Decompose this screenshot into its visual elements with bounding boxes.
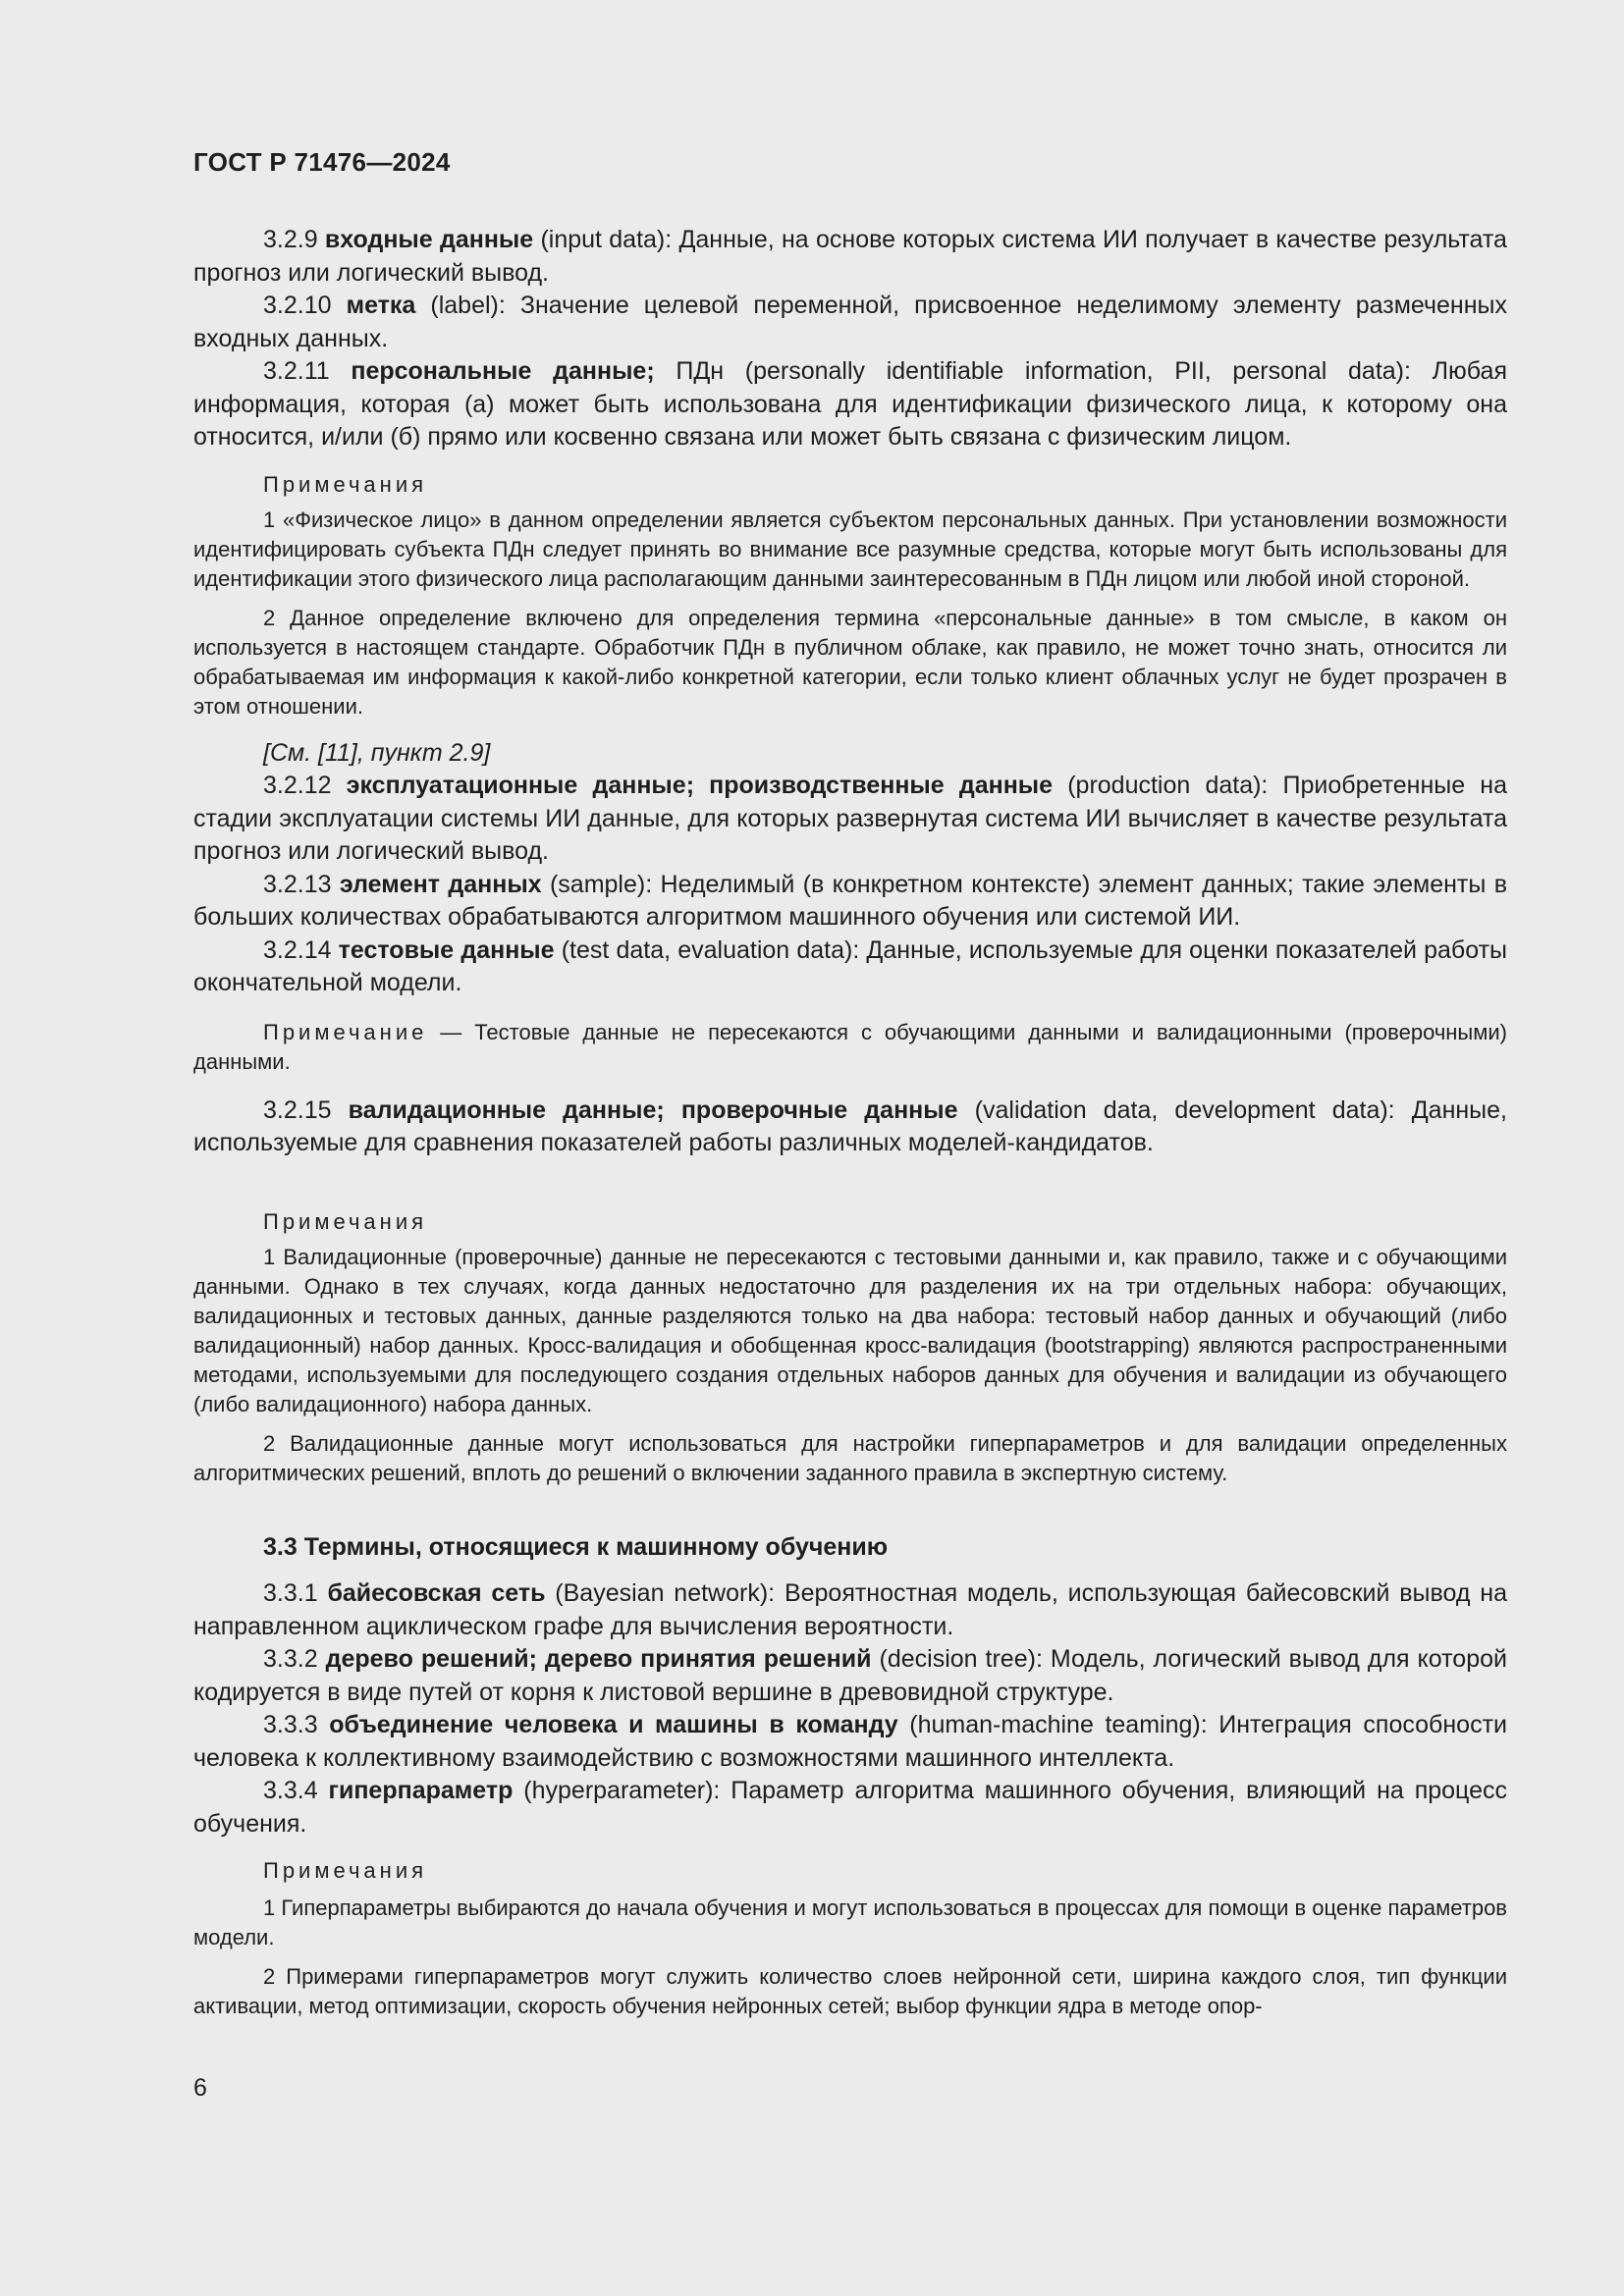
term-definition: (human-machine teaming): Интеграция способности человека к коллективному взаимодействию с возможностями машинного интеллекта. — [193, 1711, 1507, 1772]
page-number: 6 — [193, 2074, 207, 2102]
term-entry — [193, 934, 1507, 1000]
term-name: тестовые данные — [338, 935, 555, 964]
term-definition: (production data): Приобретенные на стадии эксплуатации системы ИИ данные, для которых развернутая система ИИ вычисляет в качестве результата прогноз или логический вывод. — [193, 772, 1507, 865]
term-definition: (validation data, development data): Данные, используемые для сравнения показателей работы различных моделей-кандидатов. — [193, 1095, 1508, 1156]
term-name: дерево решений; дерево принятия решений — [325, 1645, 872, 1673]
notes-title: Примечания — [263, 1858, 428, 1883]
term-number: 3.2.12 — [263, 772, 347, 799]
term-number: 3.2.15 — [263, 1095, 349, 1124]
section-heading: 3.3 Термины, относящиеся к машинному обучению — [263, 1532, 889, 1561]
term-entry — [193, 770, 1507, 869]
term-name: байесовская сеть — [327, 1579, 546, 1607]
term-entry — [193, 1095, 1507, 1160]
term-name: персональные данные; — [351, 357, 655, 385]
note-text: 1 Валидационные (проверочные) данные не пересекаются с тестовыми данными и, как правило, также и с обучающими данными. Однако в тех случаях, когда данных недостаточно для разделения их на три отдельных набора: обучающих, валидационных и тестовых данных, данные разделяются только на два набора: тестовый набор данных и обучающий (либо валидационный) набор данных. Кросс-валидация и обобщенная кросс-валидация (bootstrapping) являются распространенными методами, используемыми для последующего создания отдельных наборов данных для обучения и валидации из обучающего (либо валидационного) набора данных. — [193, 1244, 1507, 1416]
term-number: 3.2.14 — [263, 935, 339, 964]
term-name: эксплуатационные данные; производственные данные — [346, 772, 1054, 799]
term-entry — [193, 1709, 1507, 1775]
notes-title: Примечания — [263, 471, 428, 497]
term-number: 3.2.11 — [263, 357, 352, 385]
term-definition: (test data, evaluation data): Данные, используемые для оценки показателей работы окончательной модели. — [193, 935, 1508, 996]
term-name: объединение человека и машины в команду — [329, 1711, 898, 1738]
note-label: Примечание — [263, 1019, 428, 1044]
term-definition: (Bayesian network): Вероятностная модель, использующая байесовский вывод на направленном ациклическом графе для вычисления вероятности. — [193, 1579, 1507, 1640]
term-definition: (label): Значение целевой переменной, присвоенное неделимому элементу размеченных входных данных. — [193, 292, 1507, 352]
term-entry — [193, 869, 1507, 934]
term-number: 3.2.9 — [263, 226, 325, 253]
term-definition: (sample): Неделимый (в конкретном контексте) элемент данных; такие элементы в больших количествах обрабатываются алгоритмом машинного обучения или системой ИИ. — [193, 870, 1508, 931]
term-definition: ПДн (personally identifiable information, PII, personal data): Любая информация, которая (а) может быть использована для идентификации физического лица, к которому она относится, и/или (б) прямо или косвенно связана или может быть связана с физическим лицом. — [193, 357, 1507, 451]
notes-title: Примечания — [263, 1208, 428, 1234]
page-content — [193, 224, 1507, 2021]
note-text: 2 Примерами гиперпараметров могут служить количество слоев нейронной сети, ширина каждого слоя, тип функции активации, метод оптимизации, скорость обучения нейронных сетей; выбор функции ядра в методе опор- — [193, 1964, 1507, 2018]
term-entry — [193, 355, 1507, 454]
note-text: 2 Валидационные данные могут использоваться для настройки гиперпараметров и для валидации определенных алгоритмических решений, вплоть до решений о включении заданного правила в экспертную систему. — [193, 1430, 1507, 1485]
note-text: 1 «Физическое лицо» в данном определении является субъектом персональных данных. При установлении возможности идентифицировать субъекта ПДн следует принять во внимание все разумные средства, которые могут быть использованы для идентификации этого физического лица располагающим данными заинтересованным в ПДн лицом или любой иной стороной. — [193, 507, 1507, 591]
term-definition: (hyperparameter): Параметр алгоритма машинного обучения, влияющий на процесс обучения. — [193, 1777, 1507, 1838]
term-entry — [193, 1577, 1507, 1643]
note-text: 1 Гиперпараметры выбираются до начала обучения и могут использоваться в процессах для помощи в оценке параметров модели. — [193, 1896, 1507, 1949]
term-entry — [193, 224, 1507, 290]
document-header: ГОСТ Р 71476—2024 — [193, 147, 451, 177]
term-entry — [193, 290, 1507, 355]
note-inline — [193, 1018, 1507, 1077]
note-text: — Тестовые данные не пересекаются с обучающими данными и валидационными (проверочными) данными. — [193, 1019, 1507, 1074]
note-text: 2 Данное определение включено для определения термина «персональные данные» в том смысле, в каком он используется в настоящем стандарте. Обработчик ПДн в публичном облаке, как правило, не может точно знать, относится ли обрабатываемая им информация к какой-либо конкретной категории, если только клиент облачных услуг не будет прозрачен в этом отношении. — [193, 605, 1507, 719]
term-entry — [193, 1643, 1507, 1709]
term-entry — [193, 1775, 1507, 1841]
term-definition: (input data): Данные, на основе которых система ИИ получает в качестве результата прогноз или логический вывод. — [193, 226, 1507, 287]
term-name: метка — [346, 292, 416, 319]
term-number: 3.2.10 — [263, 292, 347, 319]
term-number: 3.3.1 — [263, 1579, 328, 1607]
term-number: 3.3.3 — [263, 1711, 330, 1738]
term-definition: (decision tree): Модель, логический вывод для которой кодируется в виде путей от корня к листовой вершине в древовидной структуре. — [193, 1645, 1507, 1706]
term-name: валидационные данные; проверочные данные — [348, 1095, 958, 1124]
source-reference: [См. [11], пункт 2.9] — [263, 738, 491, 767]
term-name: гиперпараметр — [328, 1777, 514, 1804]
term-number: 3.3.2 — [263, 1645, 326, 1673]
term-number: 3.2.13 — [263, 870, 340, 898]
term-name: входные данные — [324, 226, 534, 253]
term-number: 3.3.4 — [263, 1777, 329, 1804]
term-name: элемент данных — [339, 870, 542, 898]
